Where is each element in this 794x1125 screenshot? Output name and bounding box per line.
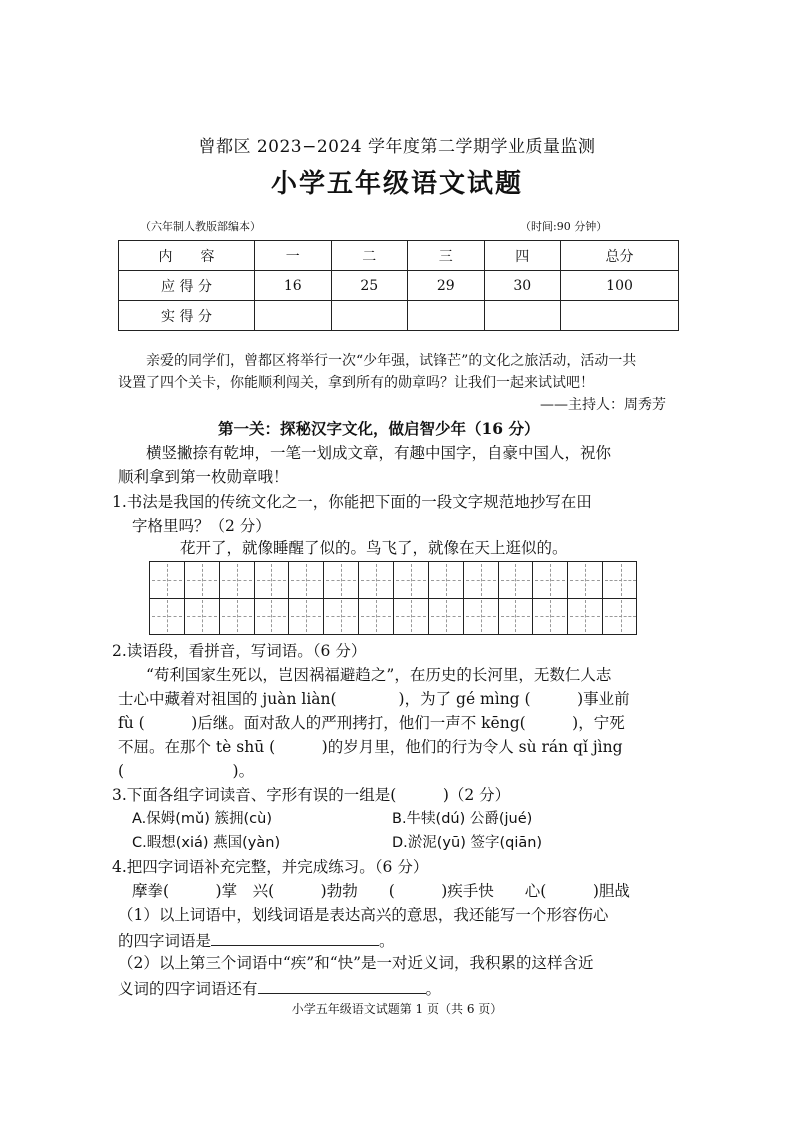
- grid-cell[interactable]: [464, 598, 499, 634]
- grid-cell[interactable]: [255, 598, 290, 634]
- question-4-part-1-prompt: 的四字词语是: [118, 932, 212, 950]
- intro-line-2: 设置了四个关卡，你能顺利闯关，拿到所有的勋章吗？让我们一起来试试吧！: [118, 375, 594, 391]
- grid-cell[interactable]: [150, 562, 185, 598]
- table-cell: 实 得 分: [119, 301, 255, 331]
- grid-cell[interactable]: [429, 598, 464, 634]
- page-footer: 小学五年级语文试题第 1 页（共 6 页）: [291, 1002, 503, 1016]
- grid-cell[interactable]: [603, 562, 638, 598]
- exam-header-title: 曾都区 2023−2024 学年度第二学期学业质量监测: [198, 137, 596, 157]
- host-signature: ——主持人：周秀芳: [540, 397, 666, 413]
- section-1-intro-2: 顺利拿到第一枚勋章哦！: [118, 468, 289, 486]
- score-input-cell[interactable]: [255, 301, 332, 331]
- question-3-stem: 3.下面各组字词读音、字形有误的一组是( )（2 分）: [112, 786, 511, 804]
- table-cell: 二: [331, 241, 408, 271]
- grid-cell[interactable]: [359, 598, 394, 634]
- grid-cell[interactable]: [289, 598, 324, 634]
- option-d[interactable]: D.淤泥(yū) 签字(qiān): [392, 835, 543, 851]
- question-4-part-2-line-2: 义词的四字词语还有 。: [118, 975, 441, 1001]
- score-input-cell[interactable]: [408, 301, 485, 331]
- table-cell: 内 容: [119, 241, 255, 271]
- grid-cell[interactable]: [324, 598, 359, 634]
- grid-cell[interactable]: [568, 598, 603, 634]
- question-2-line-1: “苟利国家生死以，岂因祸福避趋之”，在历史的长河里，无数仁人志: [146, 666, 612, 684]
- question-2-line-3[interactable]: fù ( )后继。面对敌人的严刑拷打，他们一声不 kēng( )，宁死: [118, 714, 625, 732]
- table-cell: 100: [561, 271, 679, 301]
- option-a[interactable]: A.保姆(mǔ) 簇拥(cù): [132, 811, 272, 827]
- time-label: （时间:90 分钟）: [520, 220, 608, 233]
- answer-blank[interactable]: [258, 975, 426, 994]
- section-1-intro-1: 横竖撇捺有乾坤，一笔一划成文章，有趣中国字，自豪中国人，祝你: [146, 444, 612, 462]
- grid-cell[interactable]: [289, 562, 324, 598]
- grid-cell[interactable]: [359, 562, 394, 598]
- table-cell: 四: [484, 241, 561, 271]
- grid-cell[interactable]: [499, 562, 534, 598]
- question-1-line-2: 字格里吗？（2 分）: [132, 517, 271, 535]
- copy-text: 花开了，就像睡醒了似的。鸟飞了，就像在天上逛似的。: [180, 539, 568, 557]
- score-table: [118, 240, 679, 331]
- score-table-header-row: [119, 241, 679, 271]
- grid-cell[interactable]: [150, 598, 185, 634]
- table-cell: 三: [408, 241, 485, 271]
- question-1-line-1: 1.书法是我国的传统文化之一，你能把下面的一段文字规范地抄写在田: [112, 493, 592, 511]
- grid-cell[interactable]: [394, 598, 429, 634]
- grid-cell[interactable]: [185, 562, 220, 598]
- question-4-part-2-line-1: （2）以上第三个词语中“疾”和“快”是一对近义词，我积累的这样含近: [118, 954, 594, 972]
- exam-subject-title: 小学五年级语文试题: [270, 169, 523, 199]
- grid-cell[interactable]: [533, 598, 568, 634]
- table-row: [119, 301, 679, 331]
- grid-cell[interactable]: [220, 598, 255, 634]
- intro-line-1: 亲爱的同学们，曾都区将举行一次“少年强，试锋芒”的文化之旅活动，活动一共: [146, 353, 637, 369]
- option-c[interactable]: C.暇想(xiá) 燕国(yàn): [132, 835, 281, 851]
- table-cell: 25: [331, 271, 408, 301]
- answer-blank[interactable]: [211, 927, 379, 946]
- question-4-part-1-line-1: （1）以上词语中，划线词语是表达高兴的意思，我还能写一个形容伤心: [118, 906, 609, 924]
- table-cell: 一: [255, 241, 332, 271]
- grid-cell[interactable]: [533, 562, 568, 598]
- table-row: [119, 271, 679, 301]
- grid-cell[interactable]: [220, 562, 255, 598]
- tianzige-grid[interactable]: [149, 561, 637, 635]
- table-cell: 16: [255, 271, 332, 301]
- question-4-part-2-prompt: 义词的四字词语还有: [118, 980, 258, 998]
- grid-cell[interactable]: [255, 562, 290, 598]
- table-cell: 应 得 分: [119, 271, 255, 301]
- grid-cell[interactable]: [568, 562, 603, 598]
- grid-cell[interactable]: [603, 598, 638, 634]
- table-cell: 总分: [561, 241, 679, 271]
- idiom-blanks[interactable]: 摩拳( )掌 兴( )勃勃 ( )疾手快 心( )胆战: [132, 882, 630, 900]
- question-4-part-1-line-2: 的四字词语是 。: [118, 927, 395, 953]
- section-1-title: 第一关：探秘汉字文化，做启智少年（16 分）: [218, 419, 540, 438]
- score-input-cell[interactable]: [484, 301, 561, 331]
- score-input-cell[interactable]: [331, 301, 408, 331]
- question-2-line-5[interactable]: ( )。: [118, 762, 255, 780]
- table-cell: 30: [484, 271, 561, 301]
- score-input-cell[interactable]: [561, 301, 679, 331]
- grid-cell[interactable]: [429, 562, 464, 598]
- question-2-line-4[interactable]: 不屈。在那个 tè shū ( )的岁月里，他们的行为令人 sù rán qǐ jìng: [118, 738, 623, 756]
- grid-cell[interactable]: [464, 562, 499, 598]
- question-2-line-2[interactable]: 士心中藏着对祖国的 juàn liàn( )，为了 gé mìng ( )事业前: [118, 690, 630, 708]
- option-b[interactable]: B.牛犊(dú) 公爵(jué): [392, 811, 533, 827]
- grid-cell[interactable]: [394, 562, 429, 598]
- grid-cell[interactable]: [324, 562, 359, 598]
- edition-label: （六年制人教版部编本）: [140, 220, 261, 233]
- question-2-stem: 2.读语段，看拼音，写词语。（6 分）: [112, 642, 367, 660]
- question-4-stem: 4.把四字词语补充完整，并完成练习。（6 分）: [112, 858, 429, 876]
- grid-cell[interactable]: [185, 598, 220, 634]
- grid-cell[interactable]: [499, 598, 534, 634]
- table-cell: 29: [408, 271, 485, 301]
